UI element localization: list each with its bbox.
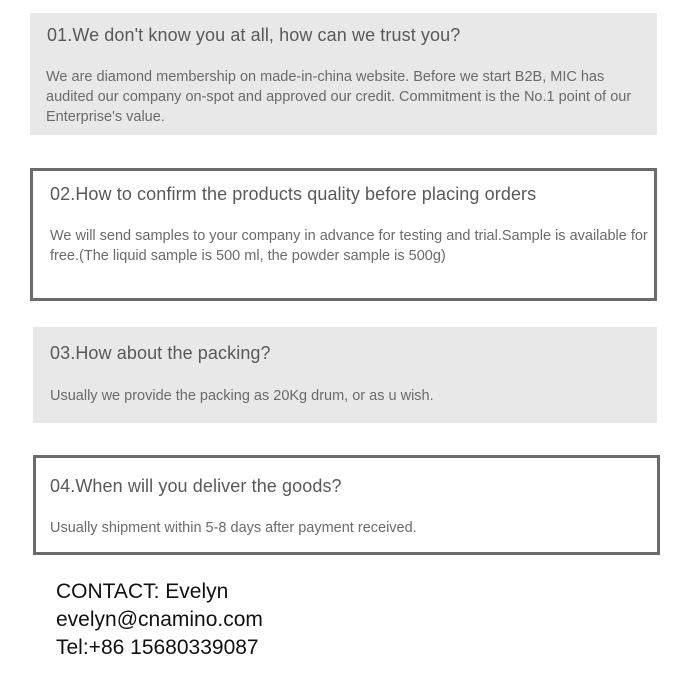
faq-question-4: 04.When will you deliver the goods? [50,476,342,496]
faq-question-3: 03.How about the packing? [50,343,271,363]
faq-answer-1: We are diamond membership on made-in-china website. Before we start B2B, MIC has audited our company on-spot and approved our credit. Commitment is the No.1 point of our Enterprise's value. [46,69,632,125]
faq-card-4 [33,455,660,555]
faq-card-3 [33,327,657,423]
contact-email: evelyn@cnamino.com [56,608,263,631]
faq-question-2: 02.How to confirm the products quality before placing orders [50,184,537,204]
faq-card-1 [30,13,657,135]
contact-phone: Tel:+86 15680339087 [56,636,259,659]
faq-answer-2: We will send samples to your company in advance for testing and trial.Sample is available for free.(The liquid sample is 500 ml, the powder sample is 500g) [50,228,648,264]
contact-block [56,578,263,662]
contact-name: CONTACT: Evelyn [56,580,229,603]
faq-question-1: 01.We don't know you at all, how can we trust you? [47,25,461,45]
faq-card-2 [30,168,657,301]
faq-answer-4: Usually shipment within 5-8 days after payment received. [50,520,417,536]
faq-answer-3: Usually we provide the packing as 20Kg drum, or as u wish. [50,388,434,404]
